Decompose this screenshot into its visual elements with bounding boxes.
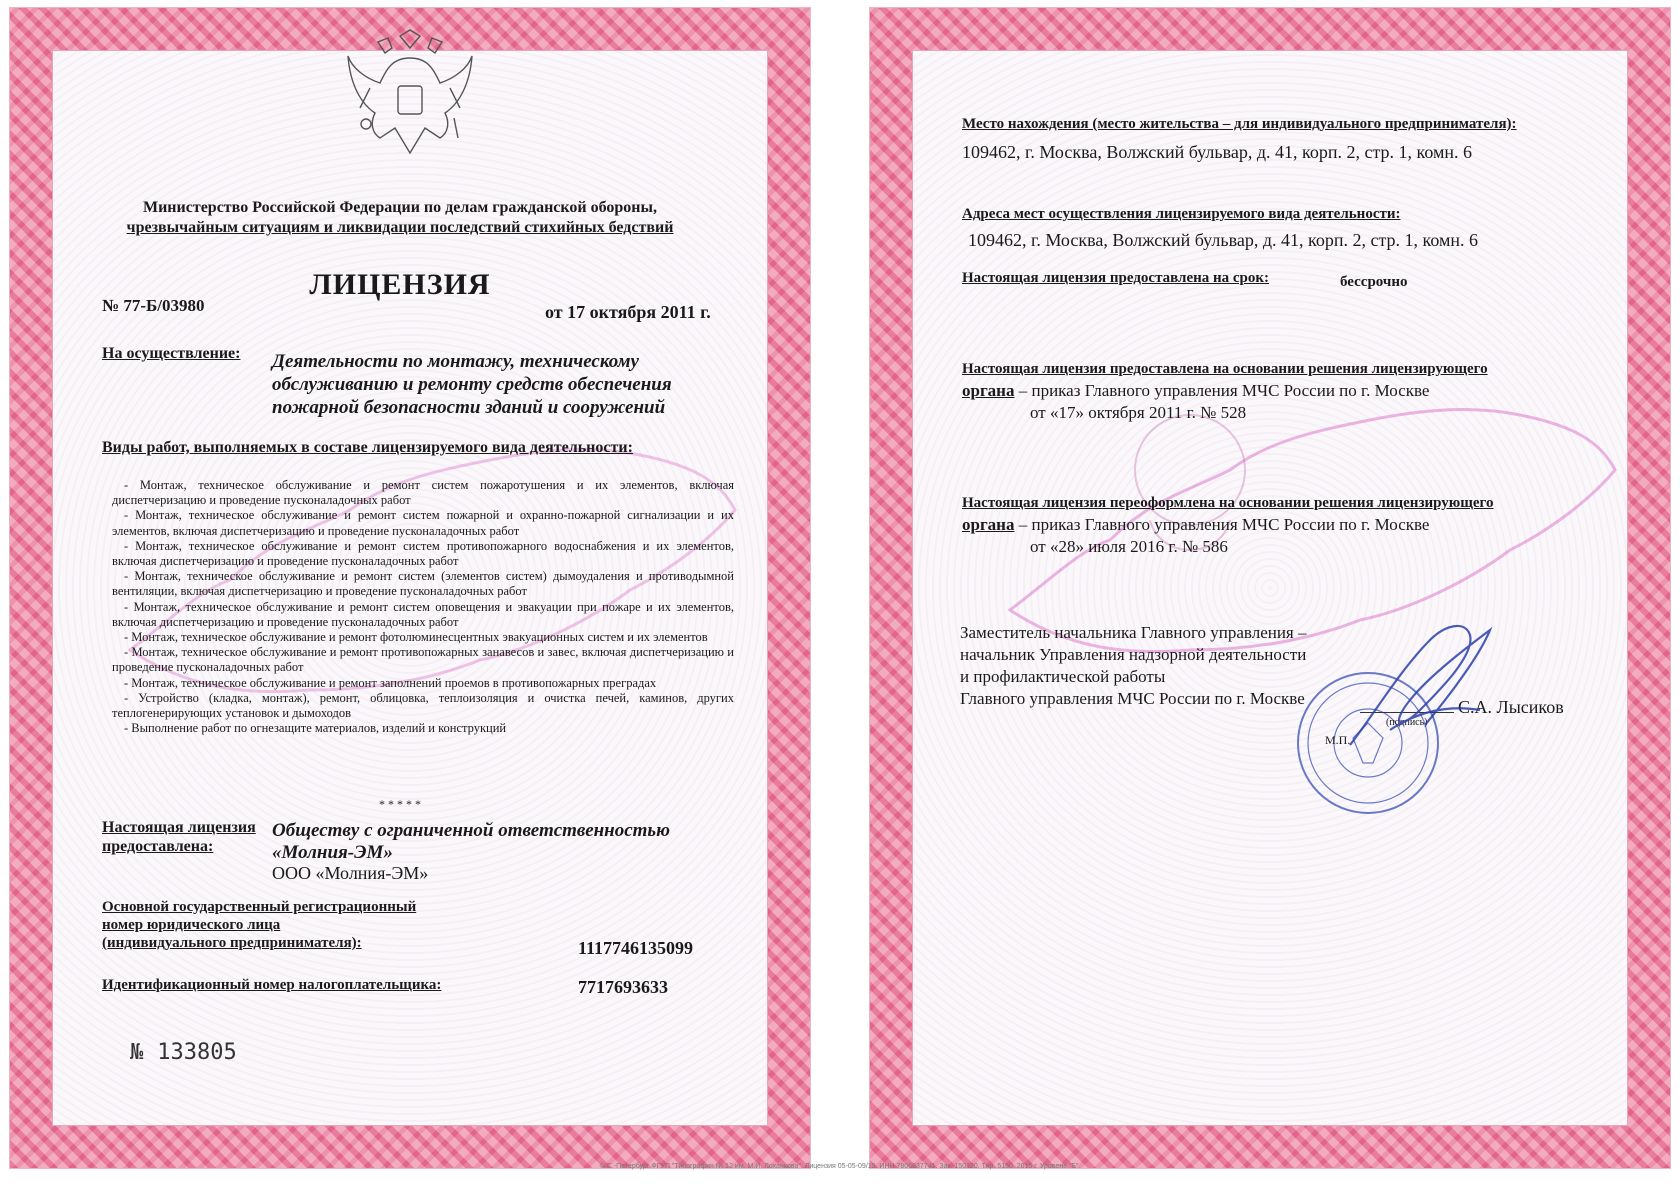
works-heading: Виды работ, выполняемых в составе лицензируемого вида деятельности:	[102, 439, 633, 456]
serial-number: 133805	[157, 1040, 237, 1065]
list-item: - Монтаж, техническое обслуживание и ремонт заполнений проемов в противопожарных преградах	[124, 675, 657, 690]
blank-serial-number	[130, 1040, 237, 1065]
purpose-text: Деятельности по монтажу, техническому обслуживанию и ремонту средств обеспечения пожарной безопасности зданий и сооружений	[272, 351, 672, 418]
signatory-name: С.А. Лысиков	[1458, 697, 1564, 717]
signatory-title: Заместитель начальника Главного управления – начальник Управления надзорной деятельности и профилактической работы Главного управления МЧС России по г. Москве	[960, 623, 1307, 708]
stamp-place-mark: М.П.	[1325, 733, 1351, 747]
issued-to-label: Настоящая лицензия предоставлена:	[102, 819, 256, 855]
handwritten-signature-icon	[1330, 610, 1510, 760]
list-item: - Монтаж, техническое обслуживание и ремонт систем оповещения и эвакуации при пожаре и их элементов, включая диспетчеризацию и проведение пусконаладочных работ	[112, 599, 734, 629]
document-title: ЛИЦЕНЗИЯ	[309, 268, 491, 301]
ogrn-value: 1117746135099	[578, 938, 694, 958]
list-item: - Монтаж, техническое обслуживание и ремонт систем пожарной и охранно-пожарной сигнализации и их элементов, включая диспетчеризацию и проведение пусконаладочных работ	[112, 508, 734, 538]
location-label: Место нахождения (место жительства – для индивидуального предпринимателя):	[962, 116, 1517, 132]
list-item: - Монтаж, техническое обслуживание и ремонт фотолюминесцентных эвакуационных систем и их элементов	[124, 630, 708, 645]
term-value: бессрочно	[1340, 274, 1408, 290]
purpose-label: На осуществление:	[102, 345, 241, 362]
list-item: - Монтаж, техническое обслуживание и ремонт систем противопожарного водоснабжения и их элементов, включая диспетчеризацию и проведение пусконаладочных работ	[112, 538, 734, 569]
works-list	[112, 478, 734, 736]
list-item: - Монтаж, техническое обслуживание и ремонт систем пожаротушения и их элементов, включая диспетчеризацию и проведение пусконаладочных работ	[112, 478, 734, 508]
term-label: Настоящая лицензия предоставлена на срок:	[962, 270, 1270, 286]
signature-hint: (подпись)	[1386, 717, 1428, 728]
inn-value: 7717693633	[578, 977, 668, 997]
ogrn-label: Основной государственный регистрационный номер юридического лица (индивидуального предпринимателя):	[102, 899, 417, 951]
list-item: - Выполнение работ по огнезащите материалов, изделий и конструкций	[124, 721, 507, 736]
list-item: - Монтаж, техническое обслуживание и ремонт систем (элементов систем) дымоудаления и противодымной вентиляции, включая диспетчеризацию и проведение пусконаладочных работ	[112, 569, 734, 599]
license-date: от 17 октября 2011 г.	[545, 302, 711, 322]
russian-coat-of-arms-icon	[340, 28, 480, 168]
list-item: - Устройство (кладка, монтаж), ремонт, облицовка, теплоизоляция и очистка печей, каминов, других теплогенерирующих установок и дымоходов	[112, 690, 734, 721]
licensee-full-name: Обществу с ограниченной ответственностью «Молния-ЭМ»	[272, 820, 670, 863]
serial-prefix: №	[130, 1040, 144, 1065]
list-item: - Монтаж, техническое обслуживание и ремонт противопожарных занавесов и завес, включая диспетчеризацию и проведение пусконаладочных работ	[112, 645, 734, 675]
printer-imprint: © С.-Петербург ФГУП "Типография № 12 им. М.И. Лоханкова". Лицензия 05-05-09/19. ИНН 7806037741. Зак. 150120. Тир. 5150. 2015 г. Уровень "Б".	[599, 1163, 1081, 1170]
activity-address-value: 109462, г. Москва, Волжский бульвар, д. 41, корп. 2, стр. 1, комн. 6	[968, 230, 1479, 250]
ministry-name: Министерство Российской Федерации по делам гражданской обороны, чрезвычайным ситуациям и ликвидации последствий стихийных бедствий	[126, 199, 674, 236]
activity-address-label: Адреса мест осуществления лицензируемого вида деятельности:	[962, 206, 1401, 222]
licensee-short-name: ООО «Молния-ЭМ»	[272, 863, 429, 883]
reissue-basis: Настоящая лицензия переоформлена на основании решения лицензирующего органа – приказ Главного управления МЧС России по г. Москве от «28» июля 2016 г. № 586	[962, 495, 1494, 556]
license-back-page	[870, 8, 1670, 1168]
grant-basis: Настоящая лицензия предоставлена на основании решения лицензирующего органа – приказ Главного управления МЧС России по г. Москве от «17» октября 2011 г. № 528	[962, 361, 1488, 422]
location-value: 109462, г. Москва, Волжский бульвар, д. 41, корп. 2, стр. 1, комн. 6	[962, 142, 1473, 162]
license-number: № 77-Б/03980	[102, 296, 205, 315]
inn-label: Идентификационный номер налогоплательщика:	[102, 977, 442, 993]
works-separator: * * * * *	[379, 797, 421, 811]
